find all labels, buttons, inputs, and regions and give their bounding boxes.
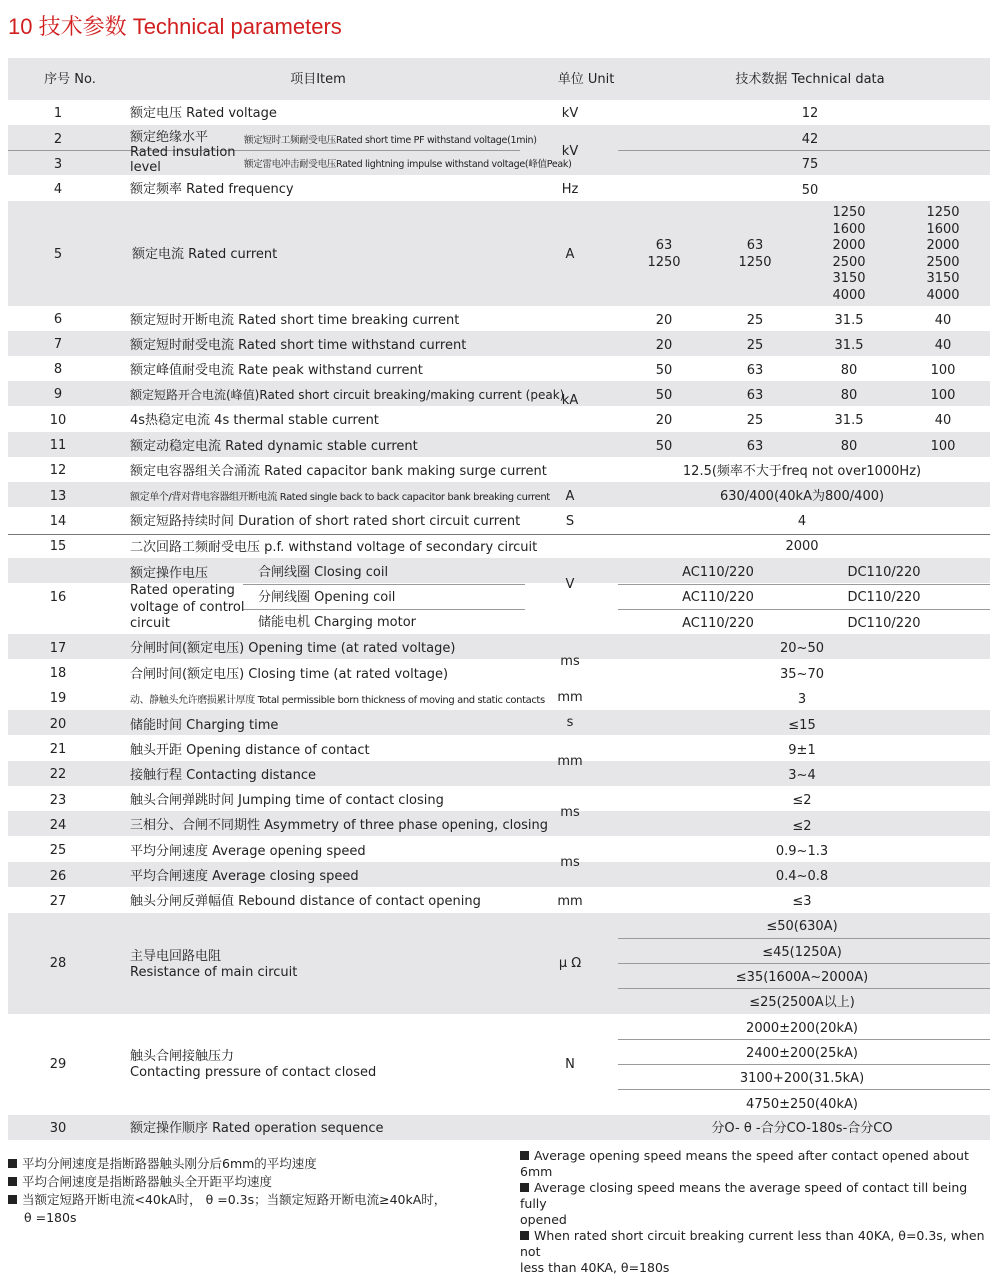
row-value: 630/400(40kA为800/400) bbox=[719, 489, 885, 504]
row-divider bbox=[618, 1064, 990, 1065]
row-unit: Hz bbox=[561, 182, 579, 197]
row-item: 分闸时间(额定电压) Opening time (at rated voltage) bbox=[130, 641, 456, 656]
row-item: Resistance of main circuit bbox=[130, 965, 298, 980]
row-value: 20~50 bbox=[780, 641, 824, 656]
row-no: 30 bbox=[49, 1121, 67, 1136]
row-item: 额定短路持续时间 Duration of short rated short circuit current bbox=[130, 514, 521, 529]
row-divider bbox=[243, 584, 525, 585]
row-no: 10 bbox=[49, 413, 67, 428]
row-divider bbox=[8, 150, 520, 151]
row-value: 4 bbox=[797, 514, 807, 529]
row-divider bbox=[243, 609, 525, 610]
row-item: 额定操作顺序 Rated operation sequence bbox=[130, 1121, 384, 1136]
header-no: 序号 No. bbox=[44, 72, 96, 87]
row-value: 0.9~1.3 bbox=[775, 844, 829, 859]
row-value: 100 bbox=[930, 388, 956, 403]
note-item: Average opening speed means the speed after contact opened about 6mm bbox=[520, 1148, 969, 1179]
row-value: 3 bbox=[797, 692, 807, 707]
row-unit: s bbox=[566, 715, 574, 730]
row-item: 额定操作电压 bbox=[130, 566, 209, 581]
row-unit: A bbox=[565, 247, 575, 262]
row-subitem: 分闸线圈 Opening coil bbox=[258, 590, 396, 605]
header-item: 项目Item bbox=[290, 72, 346, 87]
note-item: opened bbox=[520, 1212, 567, 1227]
row-value: 42 bbox=[801, 132, 819, 147]
row-item: 额定电压 Rated voltage bbox=[130, 106, 277, 121]
row-value: ≤15 bbox=[788, 718, 816, 733]
row-divider bbox=[618, 150, 990, 151]
row-value: 4750±250(40kA) bbox=[746, 1097, 858, 1112]
row-no: 17 bbox=[49, 641, 67, 656]
row-value: 2000 bbox=[785, 539, 819, 554]
row-no: 6 bbox=[53, 312, 63, 327]
row-no: 20 bbox=[49, 717, 67, 732]
row-value: 20 bbox=[655, 338, 673, 353]
row-value: 0.4~0.8 bbox=[775, 869, 829, 884]
row-item: 额定峰值耐受电流 Rate peak withstand current bbox=[130, 363, 423, 378]
row-value: 63 bbox=[746, 439, 764, 454]
row-item: 合闸时间(额定电压) Closing time (at rated voltage) bbox=[130, 667, 449, 682]
row-divider bbox=[618, 609, 990, 610]
row-no: 28 bbox=[49, 956, 67, 971]
row-value: 31.5 bbox=[834, 413, 864, 428]
row-value: 50 bbox=[801, 183, 819, 198]
row-item: 三相分、合闸不同期性 Asymmetry of three phase opening, closing bbox=[130, 818, 549, 833]
row-no: 13 bbox=[49, 489, 67, 504]
row-value: 80 bbox=[840, 439, 858, 454]
row-no: 25 bbox=[49, 843, 67, 858]
row-no: 5 bbox=[53, 247, 63, 262]
row-item: voltage of control bbox=[130, 600, 245, 615]
row-unit: μ Ω bbox=[558, 956, 582, 971]
notes-english bbox=[520, 1148, 996, 1276]
row-unit: mm bbox=[557, 690, 583, 705]
page-title: 10 技术参数 Technical parameters bbox=[8, 14, 342, 39]
row-no: 3 bbox=[53, 157, 63, 172]
row-value: 50 bbox=[655, 439, 673, 454]
row-value: ≤45(1250A) bbox=[762, 945, 842, 960]
row-item: level bbox=[130, 160, 161, 175]
row-item: 额定单个/背对背电容器组开断电流 Rated single back to back capacitor bank breaking current bbox=[130, 492, 550, 503]
row-unit: A bbox=[565, 489, 575, 504]
row-no: 11 bbox=[49, 438, 67, 453]
row-item: 触头开距 Opening distance of contact bbox=[130, 743, 370, 758]
row-no: 14 bbox=[49, 514, 67, 529]
row-no: 23 bbox=[49, 793, 67, 808]
row-subitem: 合闸线圈 Closing coil bbox=[258, 565, 389, 580]
row-value: 100 bbox=[930, 363, 956, 378]
row-item: 触头合闸接触压力 bbox=[130, 1049, 235, 1064]
row-item: 储能时间 Charging time bbox=[130, 718, 279, 733]
row-value: 20 bbox=[655, 313, 673, 328]
header-data: 技术数据 Technical data bbox=[735, 72, 885, 87]
row-unit: mm bbox=[557, 754, 583, 769]
row-value: 40 bbox=[934, 413, 952, 428]
row-subitem: 储能电机 Charging motor bbox=[258, 615, 417, 630]
section-divider bbox=[8, 534, 990, 535]
row-item: 触头分闸反弹幅值 Rebound distance of contact opening bbox=[130, 894, 481, 909]
row-no: 1 bbox=[53, 106, 63, 121]
row-unit: ms bbox=[560, 855, 580, 870]
row-unit: ms bbox=[560, 805, 580, 820]
row-no: 19 bbox=[49, 691, 67, 706]
row-divider bbox=[618, 938, 990, 939]
header-unit: 单位 Unit bbox=[557, 72, 615, 87]
row-value: 9±1 bbox=[788, 743, 816, 758]
row-value: DC110/220 bbox=[847, 616, 921, 631]
row-divider bbox=[618, 988, 990, 989]
row-item: 额定频率 Rated frequency bbox=[130, 182, 294, 197]
row-item: 额定短路开合电流(峰值)Rated short circuit breaking/making current (peak) bbox=[130, 388, 565, 402]
row-no: 21 bbox=[49, 742, 67, 757]
note-item: less than 40KA, θ=180s bbox=[520, 1260, 670, 1275]
row-value: 50 bbox=[655, 388, 673, 403]
row-item: 动、静触头允许磨损累计厚度 Total permissible born thickness of moving and static contacts bbox=[130, 695, 545, 706]
row-value: DC110/220 bbox=[847, 590, 921, 605]
row-unit: S bbox=[565, 514, 575, 529]
row-divider bbox=[618, 963, 990, 964]
row-no: 22 bbox=[49, 767, 67, 782]
row-value: 1250 1600 2000 2500 3150 4000 bbox=[832, 205, 866, 303]
row-value: 63 1250 bbox=[738, 238, 772, 270]
row-value: 63 bbox=[746, 363, 764, 378]
row-value: 25 bbox=[746, 313, 764, 328]
note-item: 平均合闸速度是指断路器触头全开距平均速度 bbox=[8, 1174, 498, 1190]
row-no: 26 bbox=[49, 869, 67, 884]
row-unit: kA bbox=[561, 393, 579, 408]
row-value: ≤50(630A) bbox=[766, 919, 838, 934]
row-value: 2400±200(25kA) bbox=[746, 1046, 858, 1061]
row-value: 63 1250 bbox=[647, 238, 681, 270]
row-unit: N bbox=[565, 1057, 575, 1072]
row-no: 4 bbox=[53, 182, 63, 197]
row-value: 63 bbox=[746, 388, 764, 403]
row-value: ≤25(2500A以上) bbox=[749, 995, 855, 1010]
row-divider bbox=[618, 584, 990, 585]
row-item: 接触行程 Contacting distance bbox=[130, 768, 317, 783]
row-value: 2000±200(20kA) bbox=[746, 1021, 858, 1036]
row-item: 触头合闸弹跳时间 Jumping time of contact closing bbox=[130, 793, 444, 808]
row-subitem: 额定短时工频耐受电压Rated short time PF withstand voltage(1min) bbox=[244, 135, 537, 146]
row-value: 31.5 bbox=[834, 313, 864, 328]
row-item: 额定短时开断电流 Rated short time breaking current bbox=[130, 313, 460, 328]
row-value: 3~4 bbox=[788, 768, 816, 783]
row-item: 二次回路工频耐受电压 p.f. withstand voltage of secondary circuit bbox=[130, 540, 538, 555]
note-item: When rated short circuit breaking current less than 40KA, θ=0.3s, when not bbox=[520, 1228, 985, 1259]
row-no: 9 bbox=[53, 387, 63, 402]
row-item: 额定动稳定电流 Rated dynamic stable current bbox=[130, 439, 418, 454]
row-divider bbox=[618, 1039, 990, 1040]
row-value: AC110/220 bbox=[682, 565, 754, 580]
row-value: 80 bbox=[840, 388, 858, 403]
row-value: 50 bbox=[655, 363, 673, 378]
row-value: 75 bbox=[801, 157, 819, 172]
row-value: ≤2 bbox=[792, 793, 812, 808]
row-no: 2 bbox=[53, 132, 63, 147]
row-item: 额定电流 Rated current bbox=[132, 247, 278, 262]
row-value: 40 bbox=[934, 338, 952, 353]
row-unit: mm bbox=[557, 894, 583, 909]
note-item: 当额定短路开断电流<40kA时， θ =0.3s；当额定短路开断电流≥40kA时， bbox=[8, 1192, 498, 1208]
note-item: 平均分闸速度是指断路器触头刚分后6mm的平均速度 bbox=[8, 1156, 498, 1172]
row-no: 12 bbox=[49, 463, 67, 478]
technical-parameters-table bbox=[8, 58, 990, 1143]
row-no: 8 bbox=[53, 362, 63, 377]
row-value: 35~70 bbox=[780, 667, 824, 682]
row-no: 29 bbox=[49, 1057, 67, 1072]
row-item: circuit bbox=[130, 616, 170, 631]
notes-chinese bbox=[8, 1148, 498, 1226]
row-item: 额定短时耐受电流 Rated short time withstand current bbox=[130, 338, 467, 353]
row-value: AC110/220 bbox=[682, 590, 754, 605]
row-value: ≤2 bbox=[792, 819, 812, 834]
row-unit: V bbox=[565, 577, 575, 592]
row-subitem: 额定雷电冲击耐受电压Rated lightning impulse withstand voltage(峰值Peak) bbox=[244, 159, 572, 170]
row-value: 31.5 bbox=[834, 338, 864, 353]
row-value: ≤3 bbox=[792, 894, 812, 909]
row-no: 15 bbox=[49, 539, 67, 554]
row-value: 25 bbox=[746, 413, 764, 428]
row-no: 18 bbox=[49, 666, 67, 681]
row-value: 20 bbox=[655, 413, 673, 428]
row-value: 25 bbox=[746, 338, 764, 353]
row-item: Rated insulation bbox=[130, 145, 236, 160]
row-no: 16 bbox=[49, 590, 67, 605]
row-unit: ms bbox=[560, 654, 580, 669]
row-value: 100 bbox=[930, 439, 956, 454]
row-no: 7 bbox=[53, 337, 63, 352]
row-item: 4s热稳定电流 4s thermal stable current bbox=[130, 413, 379, 428]
row-divider bbox=[618, 1089, 990, 1090]
row-no: 24 bbox=[49, 818, 67, 833]
row-value: 12 bbox=[801, 106, 819, 121]
row-item: 额定电容器组关合涌流 Rated capacitor bank making surge current bbox=[130, 464, 547, 479]
row-item: Contacting pressure of contact closed bbox=[130, 1065, 377, 1080]
row-value: 80 bbox=[840, 363, 858, 378]
row-item: Rated operating bbox=[130, 583, 235, 598]
row-unit: kV bbox=[561, 144, 579, 159]
note-item: θ =180s bbox=[24, 1210, 77, 1225]
row-value: 分O- θ -合分CO-180s-合分CO bbox=[711, 1121, 893, 1136]
row-value: ≤35(1600A~2000A) bbox=[735, 970, 869, 985]
row-item: 平均合闸速度 Average closing speed bbox=[130, 869, 359, 884]
row-value: 12.5(频率不大于freq not over1000Hz) bbox=[682, 464, 922, 479]
note-item: Average closing speed means the average speed of contact till being fully bbox=[520, 1180, 968, 1211]
row-unit: kV bbox=[561, 106, 579, 121]
row-item: 额定绝缘水平 bbox=[130, 130, 209, 145]
row-item: 主导电回路电阻 bbox=[130, 949, 222, 964]
row-value: 40 bbox=[934, 313, 952, 328]
row-value: AC110/220 bbox=[682, 616, 754, 631]
row-value: 3100+200(31.5kA) bbox=[739, 1071, 865, 1086]
row-value: DC110/220 bbox=[847, 565, 921, 580]
row-no: 27 bbox=[49, 894, 67, 909]
row-value: 1250 1600 2000 2500 3150 4000 bbox=[926, 205, 960, 303]
row-item: 平均分闸速度 Average opening speed bbox=[130, 844, 366, 859]
